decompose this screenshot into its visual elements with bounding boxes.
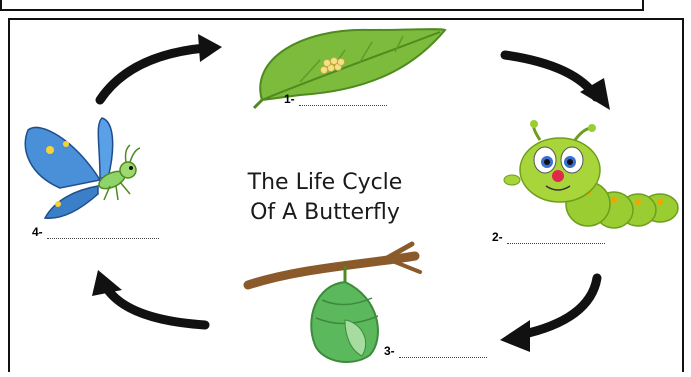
cycle-arrow-bottom-left bbox=[92, 270, 205, 325]
cycle-arrow-top-right bbox=[505, 55, 610, 110]
stage-4-blank[interactable] bbox=[47, 228, 159, 239]
stage-2-blank[interactable] bbox=[507, 233, 605, 244]
diagram-title bbox=[190, 168, 460, 228]
stage-2-answer bbox=[492, 230, 605, 244]
stage-3-number: 3- bbox=[384, 344, 395, 358]
stage-2-number: 2- bbox=[492, 230, 503, 244]
butterfly-icon bbox=[25, 118, 140, 218]
cycle-arrow-top-left bbox=[100, 34, 222, 100]
stage-1-number: 1- bbox=[284, 92, 295, 106]
cycle-arrow-bottom-right bbox=[500, 278, 597, 352]
stage-1-answer bbox=[284, 92, 387, 106]
caterpillar-icon bbox=[504, 120, 678, 228]
stage-4-answer bbox=[32, 225, 159, 239]
stage-4-number: 4- bbox=[32, 225, 43, 239]
stage-1-blank[interactable] bbox=[299, 95, 387, 106]
title-line-1: The Life Cycle bbox=[247, 170, 403, 195]
stage-3-answer bbox=[384, 344, 487, 358]
stage-3-blank[interactable] bbox=[399, 347, 487, 358]
title-line-2: Of A Butterfly bbox=[250, 200, 400, 225]
